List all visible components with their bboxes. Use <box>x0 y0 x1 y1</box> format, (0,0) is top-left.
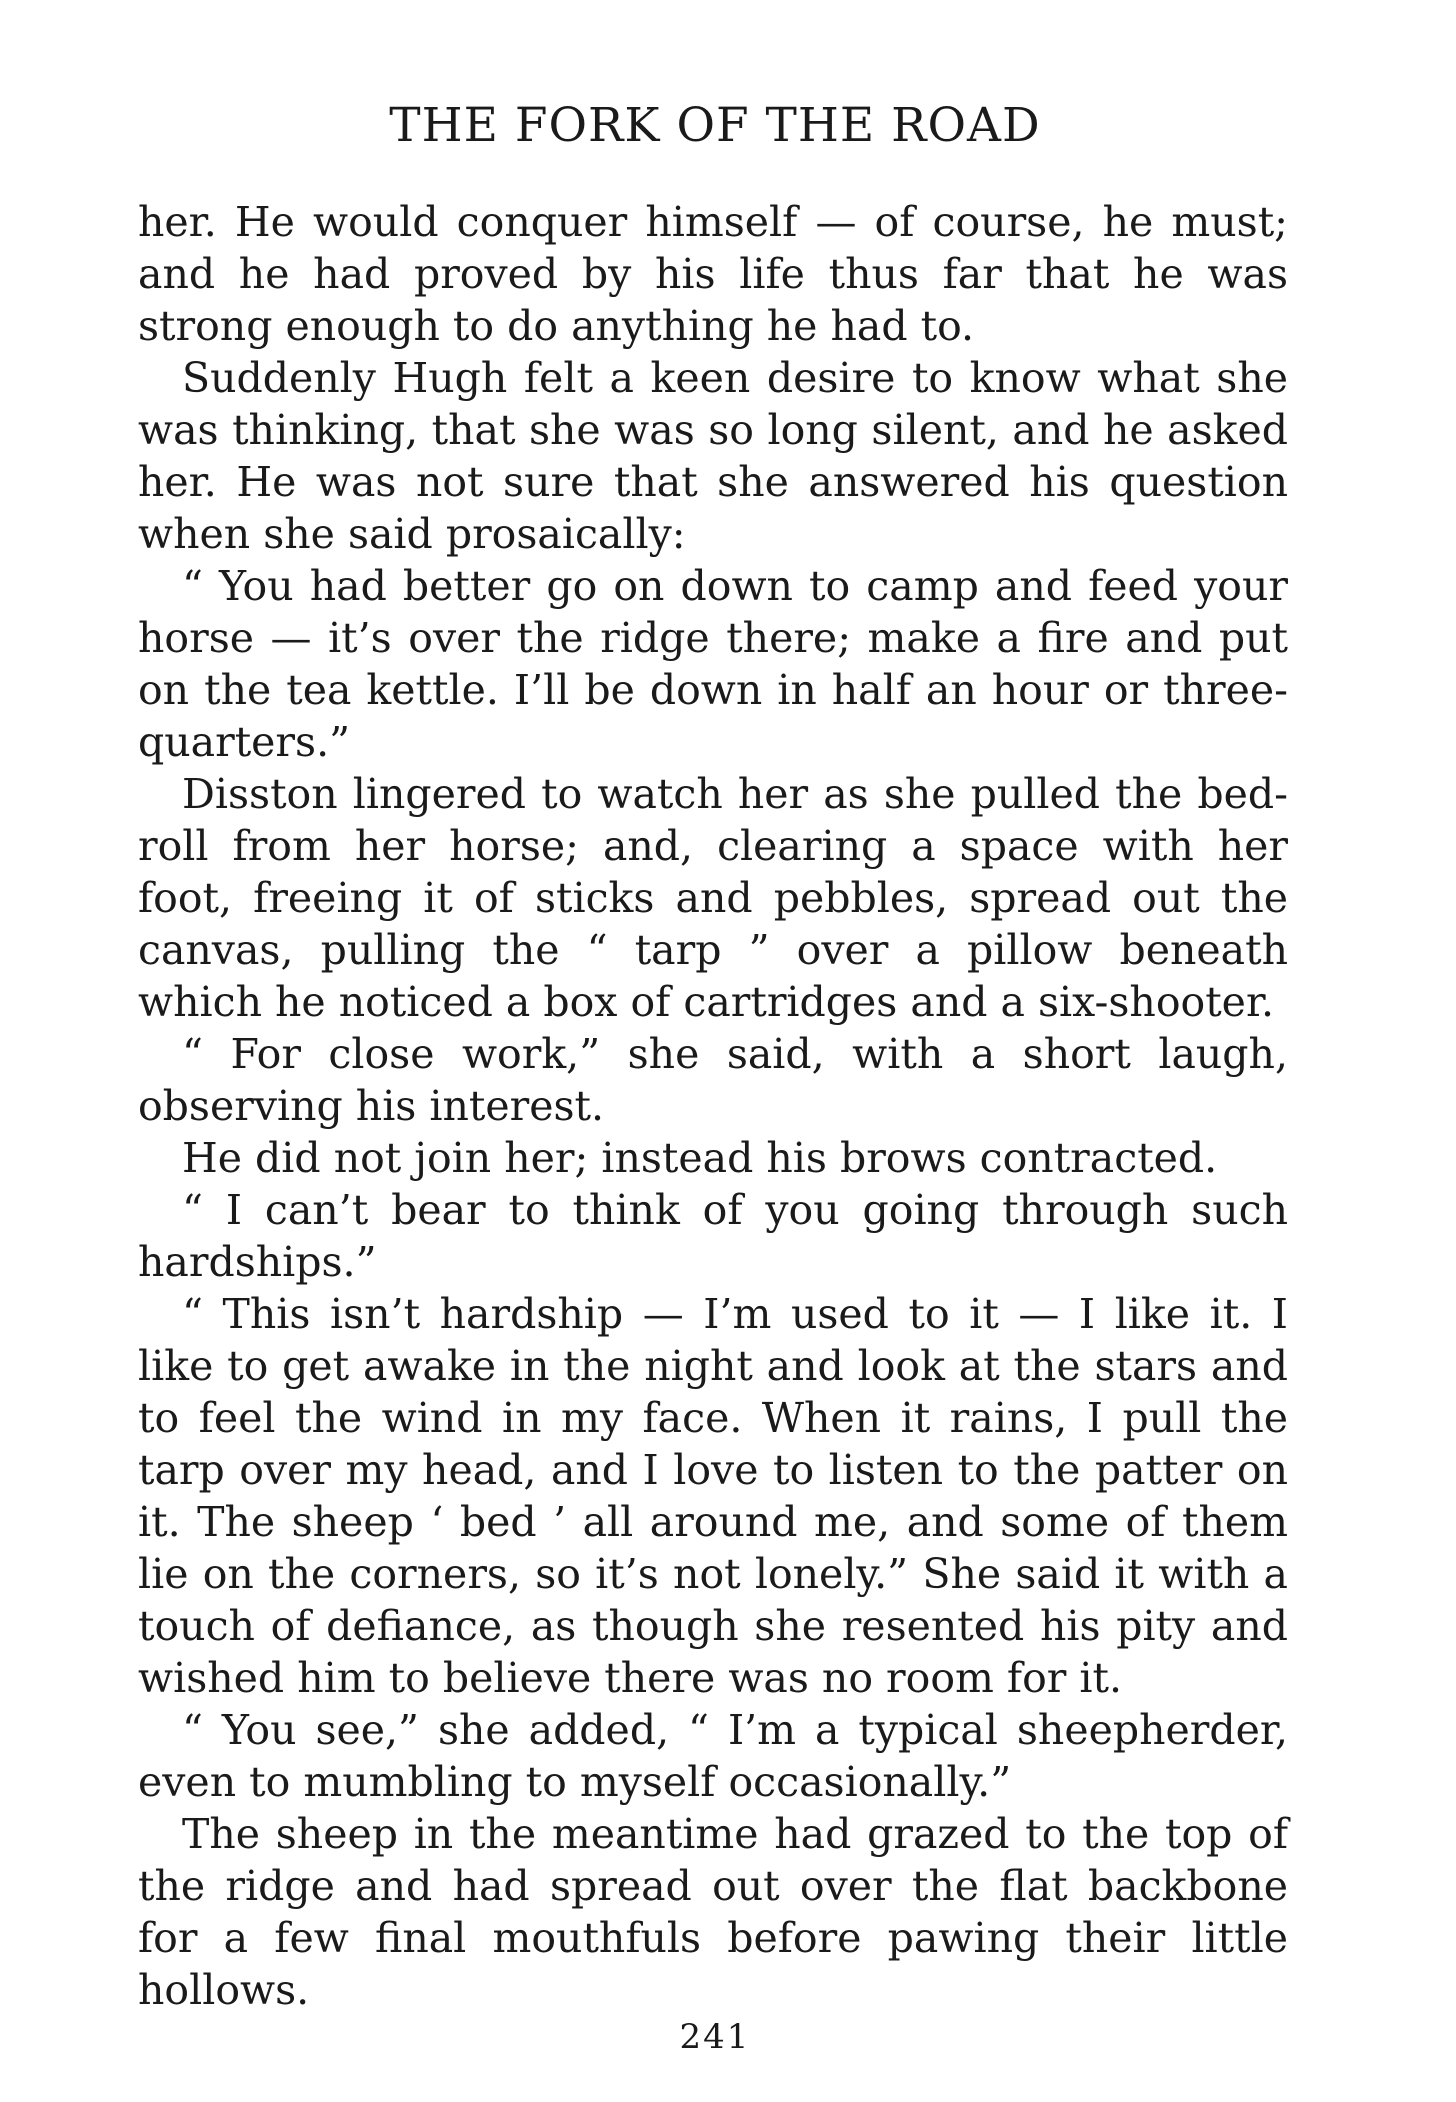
paragraph: The sheep in the meantime had grazed to the top of the ridge and had spread out over the flat backbone for a few final mouthfuls before pawing their little hollows. <box>138 1810 1288 2014</box>
paragraph: “ For close work,” she said, with a short laugh, observing his interest. <box>138 1030 1288 1130</box>
paragraph: Disston lingered to watch her as she pulled the bed-roll from her horse; and, clearing a space with her foot, freeing it of sticks and pebbles, spread out the canvas, pulling the “ tarp ” over a pillow beneath which he noticed a box of cartridges and a six-shooter. <box>138 770 1288 1026</box>
paragraph: “ This isn’t hardship — I’m used to it — I like it. I like to get awake in the night and look at the stars and to feel the wind in my face. When it rains, I pull the tarp over my head, and I love to listen to the patter on it. The sheep ‘ bed ’ all around me, and some of them lie on the corners, so it’s not lonely.” She said it with a touch of defiance, as though she resented his pity and wished him to believe there was no room for it. <box>138 1290 1288 1702</box>
body-text <box>138 196 1288 2016</box>
paragraph: “ You see,” she added, “ I’m a typical sheepherder, even to mumbling to myself occasionally.” <box>138 1706 1288 1806</box>
running-head: THE FORK OF THE ROAD <box>389 98 1041 153</box>
paragraph: “ I can’t bear to think of you going through such hardships.” <box>138 1186 1288 1286</box>
paragraph: Suddenly Hugh felt a keen desire to know what she was thinking, that she was so long silent, and he asked her. He was not sure that she answered his question when she said prosaically: <box>138 354 1288 558</box>
page-number: 241 <box>679 2017 751 2057</box>
paragraph: “ You had better go on down to camp and feed your horse — it’s over the ridge there; make a fire and put on the tea kettle. I’ll be down in half an hour or three-quarters.” <box>138 562 1288 766</box>
paragraph: He did not join her; instead his brows contracted. <box>182 1134 1218 1182</box>
paragraph: her. He would conquer himself — of course, he must; and he had proved by his life thus far that he was strong enough to do anything he had to. <box>138 198 1288 350</box>
